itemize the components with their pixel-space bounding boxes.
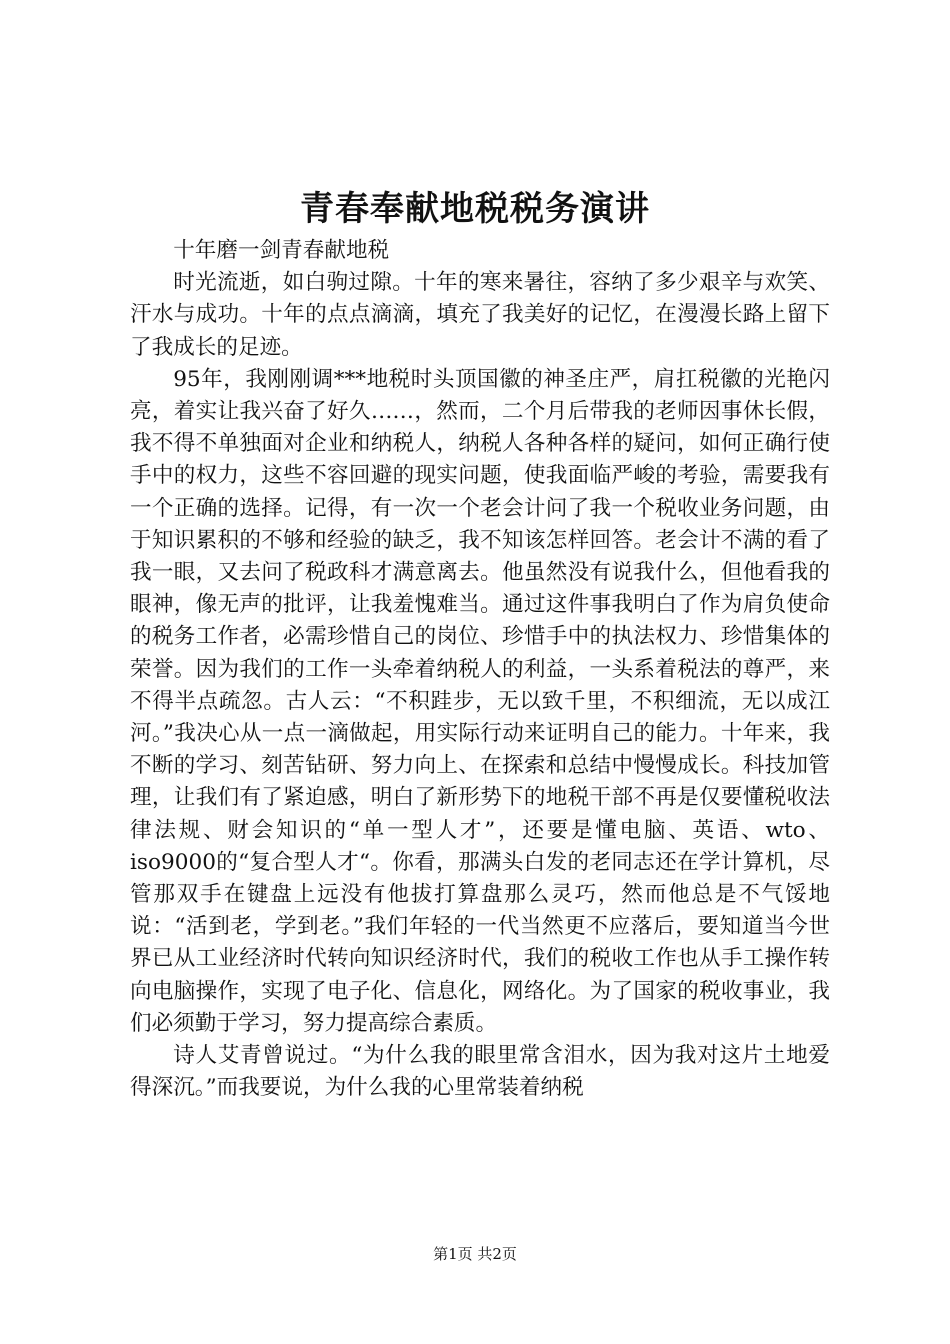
document-title: 青春奉献地税税务演讲	[300, 189, 650, 229]
body-paragraph: 时光流逝，如白驹过隙。十年的寒来暑往，容纳了多少艰辛与欢笑、汗水与成功。十年的点点滴滴，填充了我美好的记忆，在漫漫长路上留下了我成长的足迹。	[130, 270, 830, 360]
page-number-footer: 第1页 共2页	[433, 1245, 517, 1263]
body-paragraph-subtitle: 十年磨一剑青春献地税	[173, 238, 390, 263]
body-paragraph: 95年，我刚刚调***地税时头顶国徽的神圣庄严，肩扛税徽的光艳闪亮，着实让我兴奋了好久……，然而，二个月后带我的老师因事休长假，我不得不单独面对企业和纳税人，纳税人各种各样的疑问，如何正确行使手中的权力，这些不容回避的现实问题，使我面临严峻的考验，需要我有一个正确的选择。记得，有一次一个老会计问了我一个税收业务问题，由于知识累积的不够和经验的缺乏，我不知该怎样回答。老会计不满的看了我一眼，又去问了税政科才满意离去。他虽然没有说我什么，但他看我的眼神，像无声的批评，让我羞愧难当。通过这件事我明白了作为肩负使命的税务工作者，必需珍惜自己的岗位、珍惜手中的执法权力、珍惜集体的荣誉。因为我们的工作一头牵着纳税人的利益，一头系着税法的尊严，来不得半点疏忽。古人云：“不积跬步，无以致千里，不积细流，无以成江河。”我决心从一点一滴做起，用实际行动来证明自己的能力。十年来，我不断的学习、刻苦钻研、努力向上、在探索和总结中慢慢成长。科技加管理，让我们有了紧迫感，明白了新形势下的地税干部不再是仅要懂税收法律法规、财会知识的“单一型人才”，还要是懂电脑、英语、wto、iso9000的“复合型人才“。你看，那满头白发的老同志还在学计算机，尽管那双手在键盘上远没有他拔打算盘那么灵巧，然而他总是不气馁地说：“活到老，学到老。”我们年轻的一代当然更不应落后，要知道当今世界已从工业经济时代转向知识经济时代，我们的税收工作也从手工操作转向电脑操作，实现了电子化、信息化，网络化。为了国家的税收事业，我们必须勤于学习，努力提高综合素质。	[130, 366, 830, 1036]
document-body	[130, 235, 830, 1104]
body-paragraph: 诗人艾青曾说过。“为什么我的眼里常含泪水，因为我对这片土地爱得深沉。”而我要说，为什么我的心里常装着纳税	[130, 1043, 830, 1101]
